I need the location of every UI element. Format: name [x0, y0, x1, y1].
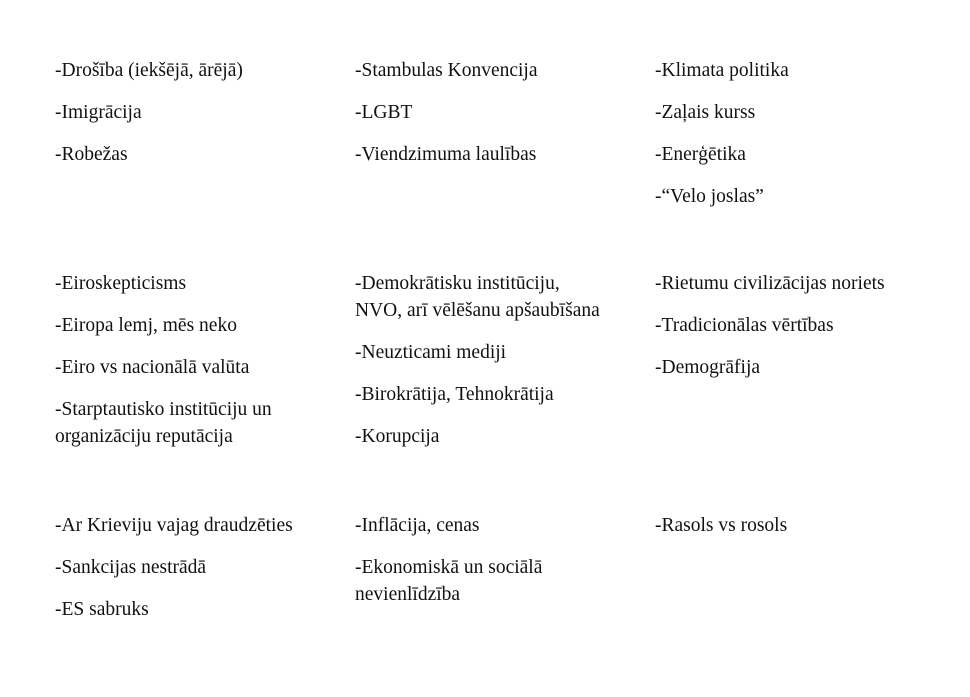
topic-item-line: organizāciju reputācija [55, 426, 233, 447]
topic-item: -Ar Krieviju vajag draudzēties [55, 515, 293, 536]
topic-item-line: nevienlīdzība [355, 584, 461, 605]
topic-item: -Rietumu civilizācijas noriets [655, 273, 885, 294]
topic-group-misc [655, 512, 787, 554]
topic-item-multiline [355, 270, 600, 324]
topic-group-social-values [355, 57, 538, 183]
topic-item: -Stambulas Konvencija [355, 60, 538, 81]
topic-group-civilization [655, 270, 885, 396]
topic-item: -Inflācija, cenas [355, 515, 480, 536]
topic-group-climate [655, 57, 789, 225]
topic-group-security [55, 57, 243, 183]
topic-item-line: -Demokrātisku institūciju, [355, 273, 560, 294]
topic-item: -Enerģētika [655, 144, 746, 165]
topic-item: -Demogrāfija [655, 357, 761, 378]
topic-item: -Korupcija [355, 426, 440, 447]
topic-item-multiline [55, 396, 272, 450]
topic-item: -ES sabruks [55, 599, 149, 620]
topic-item: -Eiro vs nacionālā valūta [55, 357, 250, 378]
topic-group-euroscepticism [55, 270, 272, 465]
topic-item: -Neuzticami mediji [355, 342, 507, 363]
topic-item: -Eiroskepticisms [55, 273, 187, 294]
topic-item: -Sankcijas nestrādā [55, 557, 207, 578]
topic-item-line: -Ekonomiskā un sociālā [355, 557, 543, 578]
topic-group-economy [355, 512, 542, 623]
topic-item: -LGBT [355, 102, 413, 123]
topic-item: -Tradicionālas vērtības [655, 315, 834, 336]
topic-item: -Birokrātija, Tehnokrātija [355, 384, 554, 405]
topic-item-line: -Starptautisko institūciju un [55, 399, 272, 420]
topic-item: -Viendzimuma laulības [355, 144, 537, 165]
topic-item: -Drošība (iekšējā, ārējā) [55, 60, 243, 81]
topic-item: -Robežas [55, 144, 128, 165]
topic-item-multiline [355, 554, 542, 608]
topic-item: -Zaļais kurss [655, 102, 756, 123]
topic-item: -“Velo joslas” [655, 186, 764, 207]
topic-item: -Imigrācija [55, 102, 142, 123]
topic-item: -Klimata politika [655, 60, 789, 81]
topic-group-institutions [355, 270, 600, 465]
topic-item: -Rasols vs rosols [655, 515, 788, 536]
topic-item: -Eiropa lemj, mēs neko [55, 315, 237, 336]
topic-item-line: NVO, arī vēlēšanu apšaubīšana [355, 300, 600, 321]
topic-group-russia [55, 512, 293, 638]
